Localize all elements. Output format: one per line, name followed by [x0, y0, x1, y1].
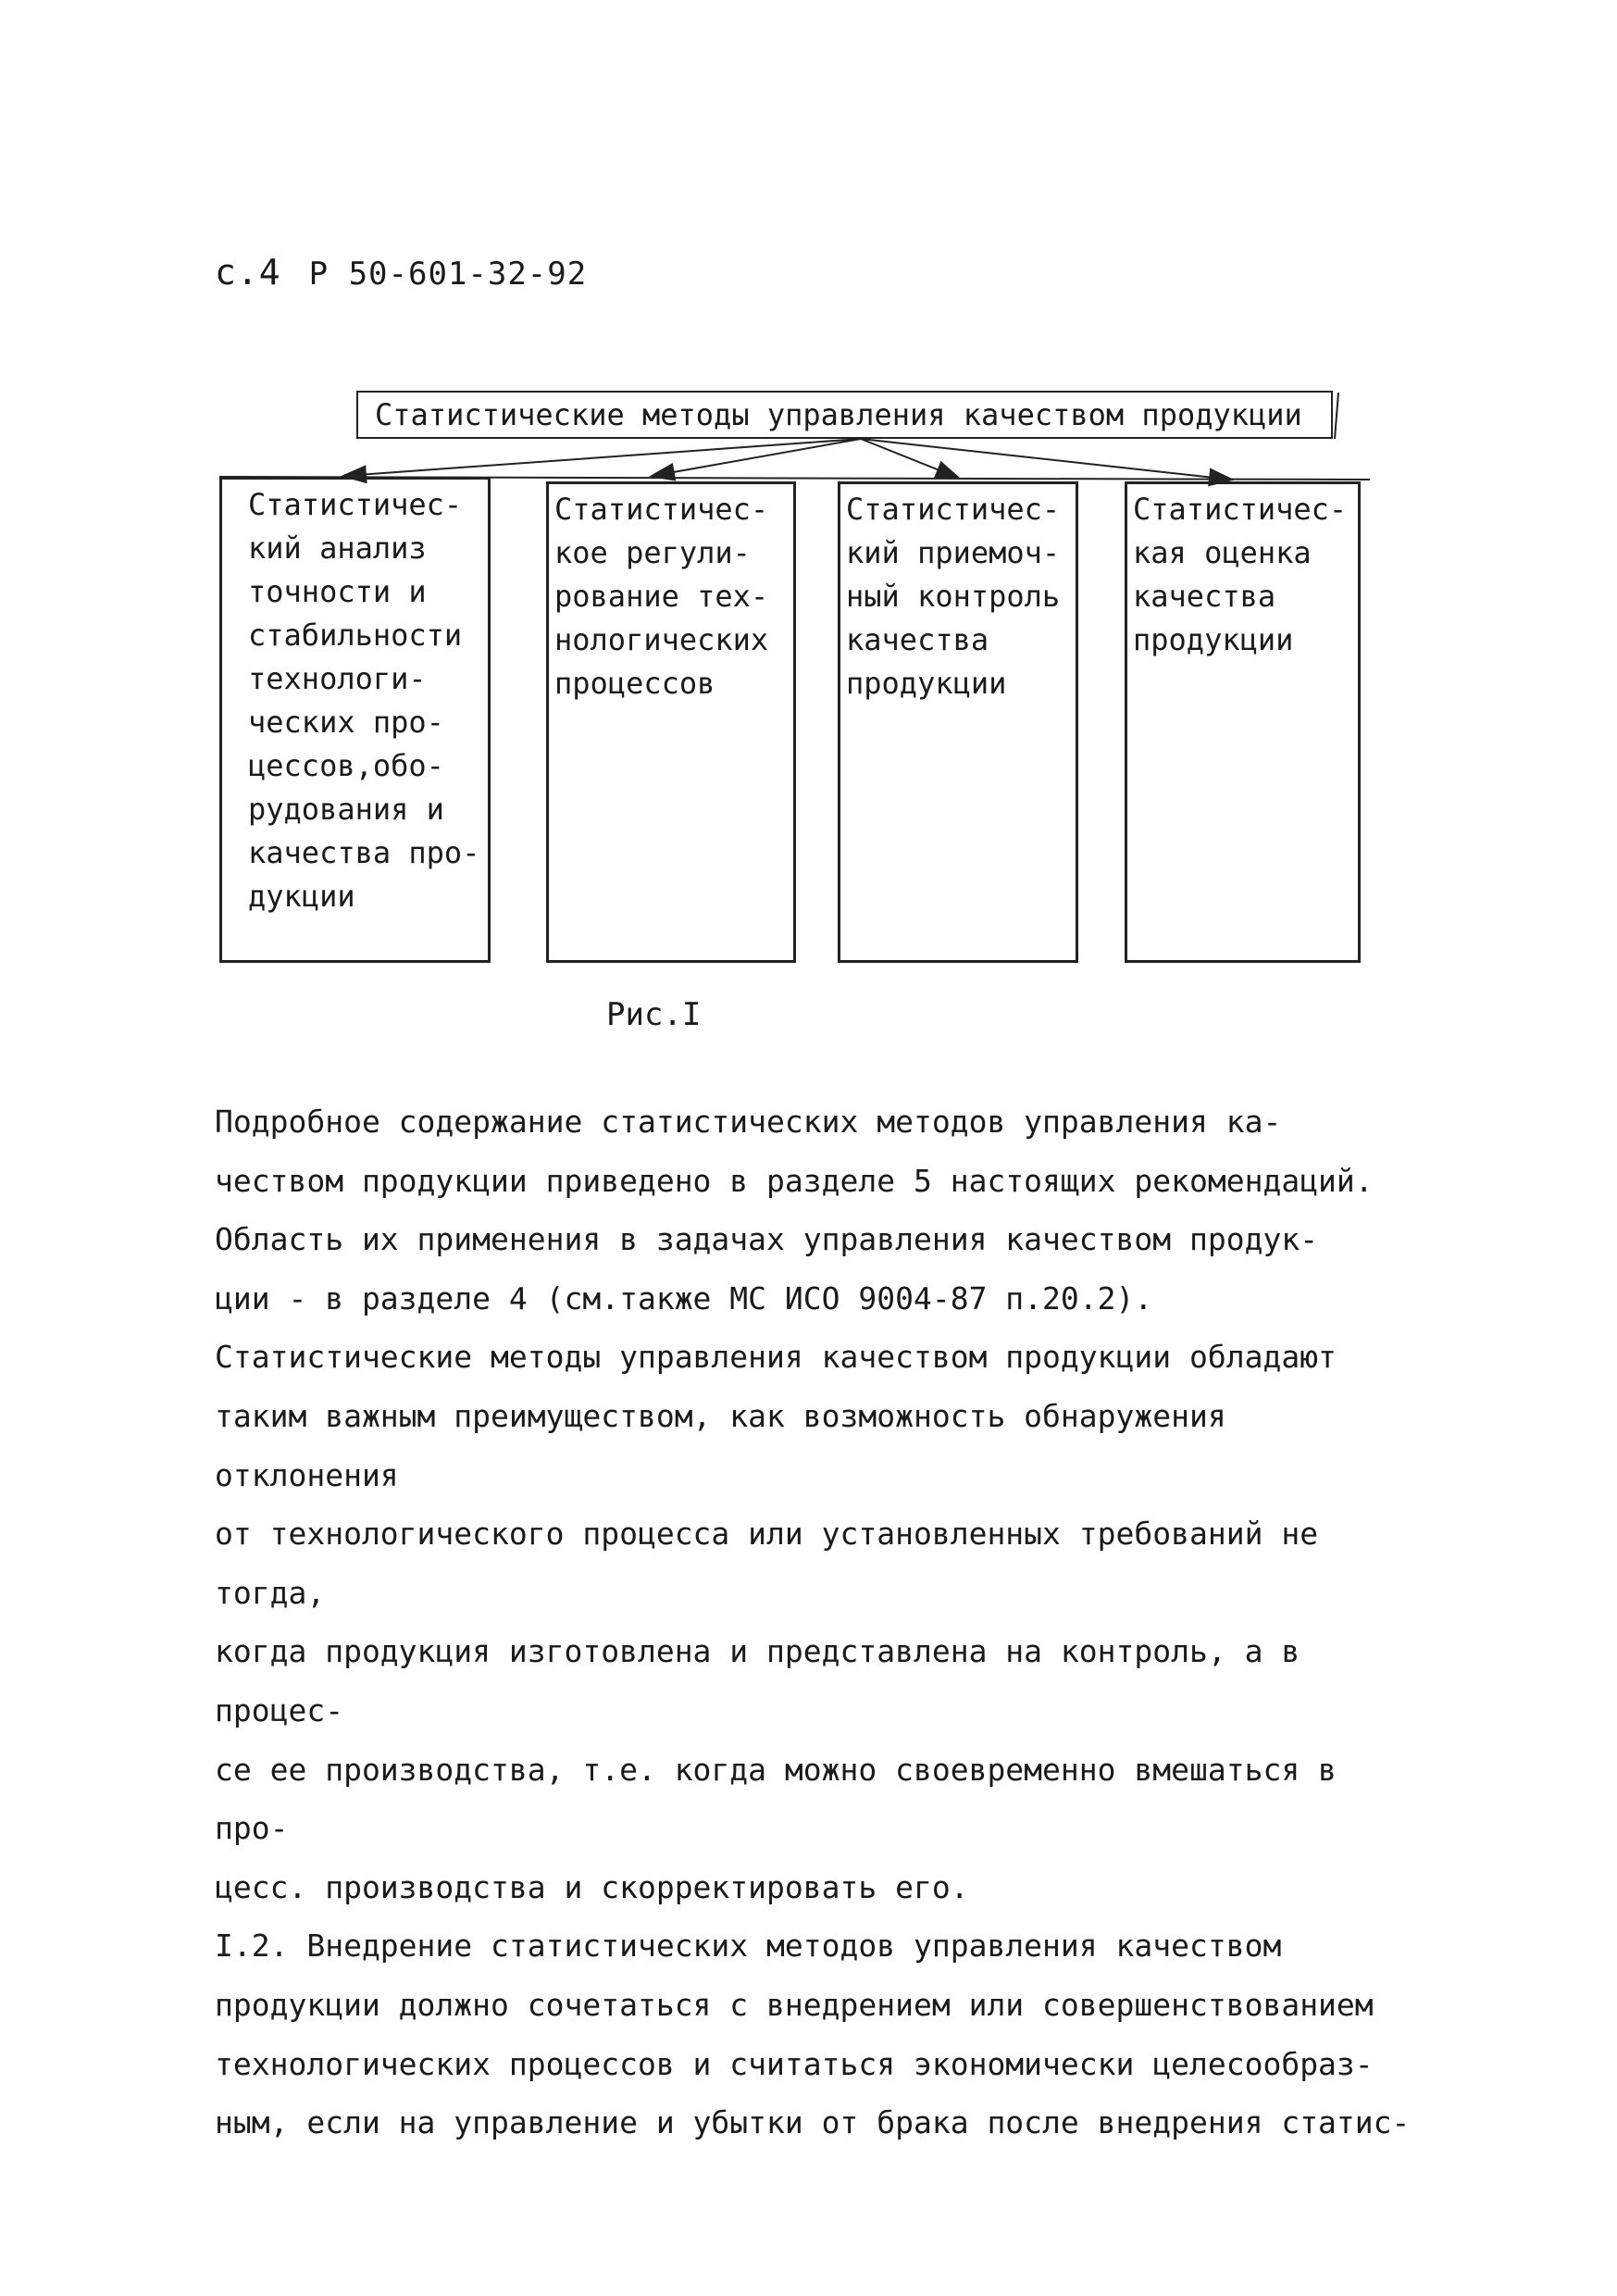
document-code: Р 50-601-32-92 [308, 256, 588, 293]
diagram-node-process-regulation: Статистичес- кое регули- рование тех- нологических процессов [546, 481, 796, 963]
connector-arrow [861, 439, 1231, 480]
diagram-node-accuracy-analysis: Статистичес- кий анализ точности и стабильности технологи- ческих про- цессов,обо- рудования и качества про- дукции [219, 477, 491, 963]
connector-arrow [653, 439, 861, 476]
diagram-node-quality-assessment: Статистичес- кая оценка качества продукции [1125, 481, 1361, 963]
body-text [215, 1092, 1418, 2152]
diagram-root-node: Статистические методы управления качеством продукции [356, 391, 1333, 439]
classification-diagram [0, 0, 1617, 1065]
page-number: с.4 [215, 252, 281, 293]
figure-caption: Рис.I [606, 996, 702, 1033]
paragraph: Подробное содержание статистических методов управления ка- чеством продукции приведено в разделе 5 настоящих рекомендаций. [215, 1104, 1374, 1199]
paragraph: Статистические методы управления качеством продукции обладают таким важным преимуществом, как возможность обнаружения отклонения от технологического процесса или установленных требований не тогда, когда продукция изготовлена и представлена на контроль, а в процес- се ее производства, т.е. когда можно своевременно вмешаться в про- цесс. производства и скорректировать его. [215, 1339, 1337, 1905]
diagram-node-acceptance-control: Статистичес- кий приемоч- ный контроль качества продукции [838, 481, 1078, 963]
paragraph: I.2. Внедрение статистических методов управления качеством продукции должно сочетаться с внедрением или совершенствованием технологических процессов и считаться экономически целесообраз- ным, если на управление и убытки от брака после внедрения статис- [215, 1928, 1411, 2141]
connector-arrow [344, 439, 861, 476]
paragraph: Область их применения в задачах управления качеством продук- ции - в разделе 4 (см.также МС ИСО 9004-87 п.20.2). [215, 1221, 1319, 1316]
